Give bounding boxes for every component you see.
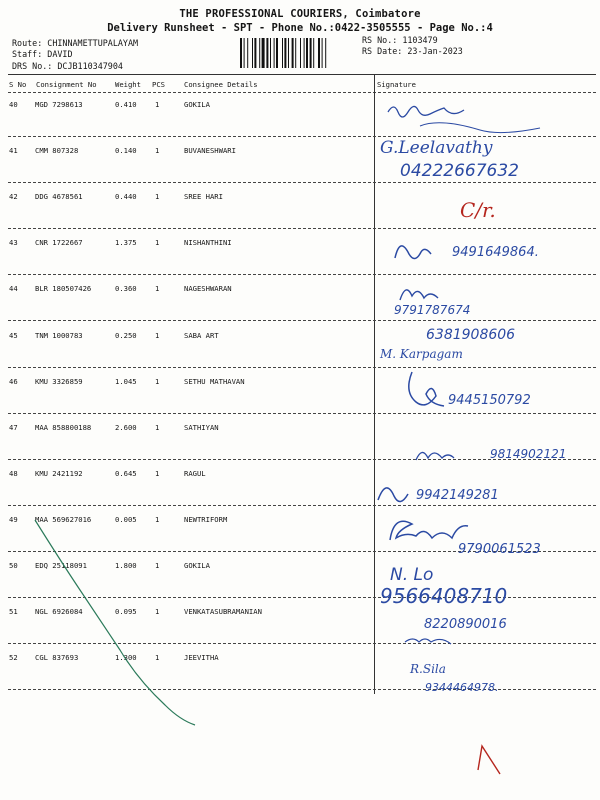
barcode-bar [254, 38, 256, 68]
table-row [8, 100, 592, 114]
cell-weight: 0.005 [115, 515, 137, 524]
runsheet-title: Delivery Runsheet - SPT - Phone No.:0422-3505555 - Page No.:4 [107, 22, 493, 34]
cell-consignee: NISHANTHINI [184, 238, 232, 247]
cell-consignment: MAA 569627016 [35, 515, 92, 524]
cell-consignment: EDQ 25118091 [35, 561, 87, 570]
cell-consignee: NAGESHWARAN [184, 284, 232, 293]
cell-consignment: MAA 858800188 [35, 423, 92, 432]
cell-consignment: BLR 180507426 [35, 284, 92, 293]
barcode-bar [304, 38, 305, 68]
row-divider [8, 643, 596, 644]
hw-phone: 6381908606 [426, 327, 516, 343]
cell-consignee: SABA ART [184, 331, 219, 340]
signature-scribble [420, 123, 540, 133]
cell-pcs: 1 [155, 561, 160, 570]
staff-label: Staff: DAVID [12, 49, 73, 59]
row-divider [8, 551, 596, 552]
barcode-bar [252, 38, 253, 68]
table-row [8, 469, 592, 483]
cell-consignment: KMU 3326859 [35, 377, 83, 386]
cell-pcs: 1 [155, 238, 160, 247]
row-divider [8, 320, 596, 321]
rs-number: RS No.: 1103479 [362, 35, 438, 45]
cell-sno: 50 [9, 561, 18, 570]
barcode-bar [244, 38, 245, 68]
cell-sno: 41 [9, 146, 18, 155]
row-divider [8, 136, 596, 137]
barcode-bar [288, 38, 289, 68]
cell-consignment: KMU 2421192 [35, 469, 83, 478]
barcode-bar [313, 38, 314, 68]
cell-consignee: JEEVITHA [184, 653, 219, 662]
hw-name: N. Lo [390, 565, 434, 585]
cell-consignment: TNM 1000783 [35, 331, 83, 340]
col-consignment: Consignment No [36, 80, 97, 89]
barcode-bar [310, 38, 312, 68]
cell-weight: 0.410 [115, 100, 137, 109]
cell-weight: 0.250 [115, 331, 137, 340]
cell-consignee: GOKILA [184, 100, 210, 109]
cell-consignee: SATHIYAN [184, 423, 219, 432]
cell-consignee: GOKILA [184, 561, 210, 570]
cell-pcs: 1 [155, 423, 160, 432]
table-row [8, 284, 592, 298]
row-divider [8, 182, 596, 183]
row-divider [8, 597, 596, 598]
barcode-bar [266, 38, 268, 68]
signature-scribble [378, 488, 408, 502]
hw-phone: 9344464978. [425, 681, 499, 694]
hw-phone: 9790061523 [458, 542, 541, 557]
row-divider [8, 459, 596, 460]
cell-pcs: 1 [155, 146, 160, 155]
cell-pcs: 1 [155, 100, 160, 109]
row-divider [8, 413, 596, 414]
col-sno: S No [9, 80, 27, 89]
cell-consignee: RAGUL [184, 469, 206, 478]
col-signature: Signature [377, 80, 416, 89]
red-pen-mark [478, 746, 500, 774]
table-row [8, 238, 592, 252]
cell-consignee: VENKATASUBRAMANIAN [184, 607, 262, 616]
cell-consignee: NEWTRIFORM [184, 515, 228, 524]
cell-consignee: SREE HARI [184, 192, 223, 201]
row-divider [8, 367, 596, 368]
barcode-bar [276, 38, 278, 68]
cell-consignment: MGD 7298613 [35, 100, 83, 109]
cell-sno: 49 [9, 515, 18, 524]
table-row [8, 146, 592, 160]
cell-sno: 42 [9, 192, 18, 201]
cell-pcs: 1 [155, 607, 160, 616]
company-title: THE PROFESSIONAL COURIERS, Coimbatore [179, 8, 421, 20]
barcode-bar [306, 38, 308, 68]
cell-pcs: 1 [155, 331, 160, 340]
hw-phone: 9566408710 [380, 584, 508, 608]
route-label: Route: CHINNAMETTUPALAYAM [12, 38, 139, 48]
barcode-bar [262, 38, 265, 68]
cell-weight: 0.140 [115, 146, 137, 155]
cell-weight: 0.645 [115, 469, 137, 478]
barcode-bar [282, 38, 283, 68]
hw-phone: 9942149281 [416, 488, 499, 503]
cell-consignee: BUVANESHWARI [184, 146, 236, 155]
row-divider [8, 689, 596, 690]
hw-phone: 9491649864. [452, 245, 539, 260]
hw-name: M. Karpagam [380, 347, 463, 361]
header-top-rule [8, 74, 596, 75]
cell-sno: 44 [9, 284, 18, 293]
cell-consignment: CNR 1722667 [35, 238, 83, 247]
cell-consignee: SETHU MATHAVAN [184, 377, 245, 386]
cell-sno: 43 [9, 238, 18, 247]
table-row [8, 377, 592, 391]
cell-pcs: 1 [155, 284, 160, 293]
cell-sno: 48 [9, 469, 18, 478]
barcode [240, 38, 354, 68]
hw-phone: 9814902121 [490, 447, 567, 461]
rs-date: RS Date: 23-Jan-2023 [362, 46, 463, 56]
cell-weight: 1.800 [115, 561, 137, 570]
cell-consignment: DDG 4678561 [35, 192, 83, 201]
hw-phone: 04222667632 [400, 161, 519, 181]
hw-name: G.Leelavathy [380, 138, 493, 158]
cell-pcs: 1 [155, 377, 160, 386]
barcode-bar [274, 38, 275, 68]
barcode-bar [295, 38, 296, 68]
col-pcs: PCS [152, 80, 165, 89]
barcode-bar [322, 38, 323, 68]
cell-weight: 1.300 [115, 653, 137, 662]
table-row [8, 423, 592, 437]
hw-name: R.Sila [410, 662, 446, 676]
row-divider [8, 274, 596, 275]
table-row [8, 561, 592, 575]
cell-weight: 1.045 [115, 377, 137, 386]
drs-label: DRS No.: DCJB110347904 [12, 61, 123, 71]
row-divider [8, 228, 596, 229]
header-bottom-rule [8, 92, 596, 93]
barcode-bar [300, 38, 301, 68]
cell-sno: 40 [9, 100, 18, 109]
cell-weight: 0.360 [115, 284, 137, 293]
barcode-bar [284, 38, 286, 68]
cell-pcs: 1 [155, 653, 160, 662]
col-weight: Weight [115, 80, 141, 89]
table-row [8, 331, 592, 345]
cell-sno: 47 [9, 423, 18, 432]
cell-weight: 0.440 [115, 192, 137, 201]
table-row [8, 515, 592, 529]
barcode-bar [318, 38, 320, 68]
hw-phone: 9445150792 [448, 393, 531, 408]
cell-sno: 52 [9, 653, 18, 662]
hw-phone: 8220890016 [424, 617, 507, 632]
hw-mark: C/r. [460, 198, 496, 222]
cell-consignment: CMM 807328 [35, 146, 79, 155]
cell-pcs: 1 [155, 469, 160, 478]
barcode-bar [325, 38, 326, 68]
barcode-bar [240, 38, 242, 68]
table-row [8, 607, 592, 621]
barcode-bar [270, 38, 271, 68]
cell-consignment: CGL 837693 [35, 653, 79, 662]
barcode-bar [292, 38, 294, 68]
col-consignee: Consignee Details [184, 80, 258, 89]
cell-sno: 45 [9, 331, 18, 340]
cell-weight: 2.600 [115, 423, 137, 432]
table-row [8, 192, 592, 206]
barcode-bar [259, 38, 260, 68]
hw-phone: 9791787674 [394, 303, 471, 317]
cell-sno: 51 [9, 607, 18, 616]
cell-sno: 46 [9, 377, 18, 386]
barcode-bar [247, 38, 248, 68]
cell-pcs: 1 [155, 192, 160, 201]
cell-weight: 1.375 [115, 238, 137, 247]
cell-weight: 0.095 [115, 607, 137, 616]
table-row [8, 653, 592, 667]
cell-consignment: NGL 6926084 [35, 607, 83, 616]
cell-pcs: 1 [155, 515, 160, 524]
row-divider [8, 505, 596, 506]
